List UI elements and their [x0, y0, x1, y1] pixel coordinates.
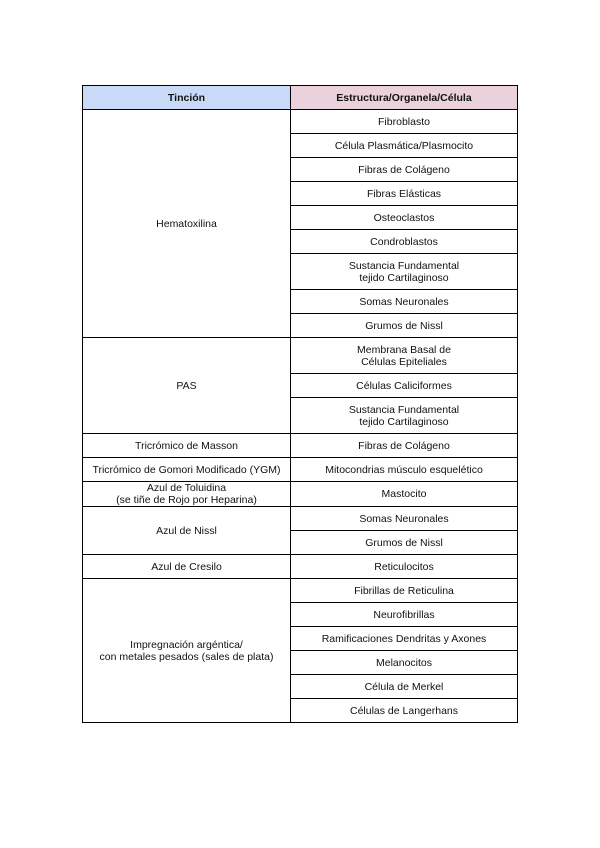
table-row [83, 579, 518, 603]
structure-cell: Melanocitos [291, 651, 518, 675]
structure-cell: Mitocondrias músculo esquelético [291, 458, 518, 482]
structure-cell: Fibras de Colágeno [291, 434, 518, 458]
structure-cell: Sustancia Fundamental tejido Cartilaginoso [291, 254, 518, 290]
structure-cell: Mastocito [291, 482, 518, 507]
structure-cell: Reticulocitos [291, 555, 518, 579]
table-row [83, 338, 518, 374]
structure-cell: Condroblastos [291, 230, 518, 254]
structure-cell: Somas Neuronales [291, 290, 518, 314]
stain-cell: Hematoxilina [83, 110, 291, 338]
structure-cell: Célula Plasmática/Plasmocito [291, 134, 518, 158]
structure-cell: Fibras Elásticas [291, 182, 518, 206]
structure-cell: Célula de Merkel [291, 675, 518, 699]
table-row [83, 555, 518, 579]
table-body [83, 110, 518, 723]
structure-cell: Grumos de Nissl [291, 531, 518, 555]
table-row [83, 110, 518, 134]
table-row [83, 507, 518, 531]
stain-cell: Azul de Nissl [83, 507, 291, 555]
structure-cell: Grumos de Nissl [291, 314, 518, 338]
structure-cell: Osteoclastos [291, 206, 518, 230]
stain-structure-table [82, 85, 518, 723]
structure-cell: Sustancia Fundamental tejido Cartilaginoso [291, 398, 518, 434]
structure-cell: Somas Neuronales [291, 507, 518, 531]
stain-cell: Azul de Cresilo [83, 555, 291, 579]
table-row [83, 458, 518, 482]
structure-cell: Fibrillas de Reticulina [291, 579, 518, 603]
structure-cell: Neurofibrillas [291, 603, 518, 627]
stain-cell: PAS [83, 338, 291, 434]
header-stain: Tinción [83, 86, 291, 110]
structure-cell: Ramificaciones Dendritas y Axones [291, 627, 518, 651]
stain-cell: Tricrómico de Masson [83, 434, 291, 458]
stain-cell: Tricrómico de Gomori Modificado (YGM) [83, 458, 291, 482]
structure-cell: Células de Langerhans [291, 699, 518, 723]
structure-cell: Fibroblasto [291, 110, 518, 134]
structure-cell: Fibras de Colágeno [291, 158, 518, 182]
structure-cell: Membrana Basal de Células Epiteliales [291, 338, 518, 374]
stain-cell: Impregnación argéntica/ con metales pesados (sales de plata) [83, 579, 291, 723]
stain-cell: Azul de Toluidina (se tiñe de Rojo por Heparina) [83, 482, 291, 507]
table-row [83, 434, 518, 458]
header-structure: Estructura/Organela/Célula [291, 86, 518, 110]
structure-cell: Células Caliciformes [291, 374, 518, 398]
header-row [83, 86, 518, 110]
table-row [83, 482, 518, 507]
